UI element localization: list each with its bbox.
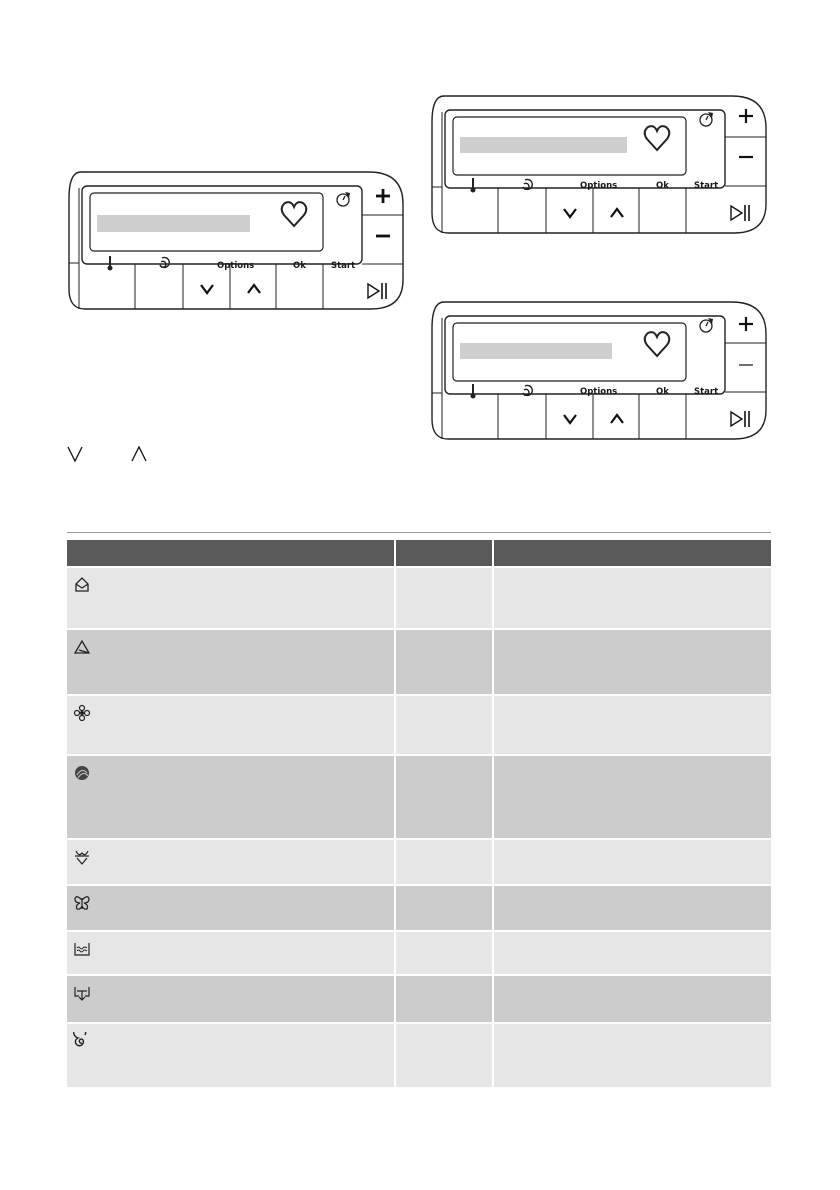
options-label: Options — [217, 261, 255, 271]
table-row — [67, 1023, 771, 1087]
display-text-bar — [97, 215, 250, 232]
lingerie-icon — [73, 848, 91, 866]
options-label: Options — [580, 387, 618, 397]
down-chevron-icon — [68, 447, 82, 461]
table-row — [67, 567, 771, 629]
table-row — [67, 695, 771, 755]
cotton-icon — [73, 576, 91, 594]
table-header-row — [67, 540, 771, 567]
rinse-icon — [73, 940, 91, 958]
control-panel-bottom-right — [430, 298, 770, 443]
table-row — [67, 629, 771, 695]
table-row — [67, 931, 771, 975]
delicates-icon — [73, 704, 91, 722]
spin-icon — [73, 1032, 91, 1050]
table-row — [67, 975, 771, 1023]
start-label: Start — [694, 387, 719, 397]
control-panel-left — [67, 168, 407, 313]
ok-label: Ok — [656, 181, 669, 191]
control-panel-top-right — [430, 92, 770, 237]
display-text-bar — [460, 137, 627, 153]
options-label: Options — [580, 181, 618, 191]
ok-label: Ok — [656, 387, 669, 397]
display-text-bar — [460, 343, 612, 359]
header-cell-temperature — [395, 540, 493, 567]
synthetics-icon — [73, 638, 91, 656]
start-label: Start — [694, 181, 719, 191]
table-row — [67, 839, 771, 885]
start-label: Start — [331, 261, 356, 271]
header-cell-description — [493, 540, 771, 567]
wool-icon — [73, 764, 91, 782]
table-row — [67, 885, 771, 931]
drain-icon — [73, 984, 91, 1002]
header-cell-programme — [67, 540, 395, 567]
arrow-legend — [64, 444, 164, 468]
section-divider — [67, 532, 771, 533]
programme-table — [67, 540, 771, 1087]
ok-label: Ok — [293, 261, 306, 271]
silk-icon — [73, 894, 91, 912]
up-chevron-icon — [132, 447, 146, 461]
table-row — [67, 755, 771, 839]
